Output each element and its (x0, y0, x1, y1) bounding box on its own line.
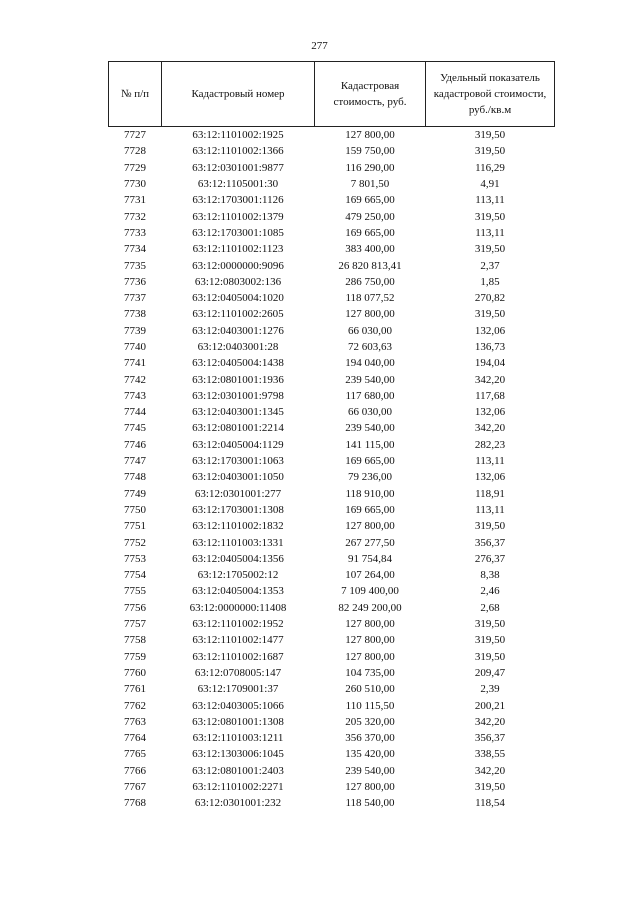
cadastral-number: 63:12:1101003:1331 (192, 536, 284, 549)
cadastral-number: 63:12:0403001:1345 (192, 406, 284, 419)
cadastral-number: 63:12:1703001:1063 (192, 455, 284, 468)
specific-index: 342,20 (474, 764, 506, 777)
table-row (109, 469, 555, 485)
table-row (109, 160, 555, 176)
specific-index: 200,21 (474, 699, 506, 712)
table-row (109, 681, 555, 697)
cadastral-number: 63:12:0403001:28 (197, 341, 279, 353)
table-row (109, 388, 555, 404)
row-number: 7755 (124, 585, 146, 598)
table-row (109, 192, 555, 208)
row-number: 7759 (124, 650, 146, 663)
table-row (109, 730, 555, 746)
cadastral-number: 63:12:0405004:1438 (192, 357, 284, 370)
cadastral-number: 63:12:0301001:9798 (192, 389, 284, 402)
column-header-cadastral-value: Кадастровая стоимость, руб. (315, 62, 426, 127)
row-number: 7742 (124, 373, 146, 386)
table-row (109, 290, 555, 306)
table-row (109, 714, 555, 730)
cadastral-number: 63:12:0803002:136 (194, 275, 282, 288)
cadastral-value: 79 236,00 (348, 471, 392, 484)
table-row (109, 274, 555, 290)
specific-index: 1,85 (480, 275, 500, 288)
specific-index: 132,06 (474, 406, 506, 419)
cadastral-value: 356 370,00 (345, 732, 395, 745)
cadastral-number: 63:12:0000000:11408 (189, 601, 287, 614)
table-row (109, 306, 555, 322)
cadastral-value: 127 800,00 (345, 308, 395, 321)
specific-index: 356,37 (474, 536, 506, 549)
row-number: 7728 (124, 145, 146, 158)
specific-index: 319,50 (474, 210, 506, 223)
cadastral-number: 63:12:1101003:1211 (192, 732, 284, 745)
table-row (109, 208, 555, 224)
cadastral-number: 63:12:1705002:12 (197, 569, 279, 582)
row-number: 7768 (124, 797, 146, 810)
row-number: 7733 (124, 226, 146, 239)
cadastral-value: 118 540,00 (345, 797, 395, 810)
cadastral-value: 72 603,63 (348, 341, 392, 353)
specific-index: 132,06 (474, 324, 506, 337)
row-number: 7735 (124, 259, 146, 272)
specific-index: 2,68 (480, 601, 500, 614)
table-row (109, 143, 555, 159)
table-row (109, 241, 555, 257)
cadastral-value: 127 800,00 (345, 781, 395, 794)
table-row (109, 355, 555, 371)
cadastral-value: 141 115,00 (345, 438, 395, 451)
specific-index: 132,06 (474, 471, 506, 484)
specific-index: 116,29 (475, 161, 505, 174)
table-header (109, 62, 555, 127)
specific-index: 2,39 (480, 683, 500, 696)
row-number: 7752 (124, 536, 146, 549)
specific-index: 319,50 (474, 634, 506, 647)
row-number: 7760 (124, 666, 146, 679)
cadastral-number: 63:12:0000000:9096 (192, 259, 284, 272)
table-row (109, 323, 555, 339)
table-row (109, 502, 555, 518)
cadastral-number: 63:12:0801001:1936 (192, 373, 284, 386)
specific-index: 113,11 (475, 194, 505, 207)
specific-index: 209,47 (474, 666, 506, 679)
table-row (109, 404, 555, 420)
specific-index: 117,68 (475, 389, 505, 402)
table-row (109, 583, 555, 599)
cadastral-number: 63:12:1101002:1925 (192, 129, 284, 142)
cadastral-value: 127 800,00 (345, 650, 395, 663)
row-number: 7738 (124, 308, 146, 321)
row-number: 7740 (124, 341, 146, 353)
cadastral-value: 118 077,52 (345, 292, 395, 305)
cadastral-number: 63:12:1101002:2605 (192, 308, 284, 321)
specific-index: 113,11 (475, 226, 505, 239)
cadastral-value: 479 250,00 (345, 210, 395, 223)
row-number: 7737 (124, 292, 146, 305)
table-body (109, 127, 555, 812)
table-row (109, 600, 555, 616)
row-number: 7766 (124, 764, 146, 777)
cadastral-value: 169 665,00 (345, 194, 395, 207)
cadastral-value: 127 800,00 (345, 129, 395, 142)
cadastral-number: 63:12:1703001:1085 (192, 226, 284, 239)
specific-index: 276,37 (474, 552, 506, 565)
row-number: 7756 (124, 601, 146, 614)
row-number: 7736 (124, 275, 146, 288)
row-number: 7754 (124, 569, 146, 582)
table-row (109, 176, 555, 192)
specific-index: 319,50 (474, 781, 506, 794)
specific-index: 282,23 (474, 438, 506, 451)
cadastral-number: 63:12:0403005:1066 (192, 699, 284, 712)
cadastral-value: 260 510,00 (345, 683, 395, 696)
row-number: 7729 (124, 161, 146, 174)
specific-index: 8,38 (480, 569, 500, 582)
table-row (109, 534, 555, 550)
table-row (109, 453, 555, 469)
cadastral-number: 63:12:1703001:1126 (192, 194, 284, 207)
cadastral-value: 66 030,00 (348, 406, 392, 419)
cadastral-number: 63:12:0301001:232 (194, 797, 282, 810)
table-row (109, 616, 555, 632)
specific-index: 342,20 (474, 422, 506, 435)
row-number: 7747 (124, 455, 146, 468)
cadastral-value: 205 320,00 (345, 715, 395, 728)
cadastral-value: 82 249 200,00 (338, 601, 402, 614)
table-row (109, 518, 555, 534)
table-row (109, 649, 555, 665)
table-row (109, 763, 555, 779)
cadastral-value: 7 109 400,00 (341, 585, 399, 598)
cadastral-number: 63:12:0708005:147 (194, 666, 282, 679)
table-row (109, 746, 555, 762)
specific-index: 2,37 (480, 259, 500, 272)
specific-index: 319,50 (474, 308, 506, 321)
specific-index: 118,91 (475, 487, 505, 500)
cadastral-value: 117 680,00 (345, 389, 395, 402)
specific-index: 338,55 (474, 748, 506, 761)
row-number: 7732 (124, 210, 146, 223)
row-number: 7743 (124, 389, 146, 402)
cadastral-number: 63:12:1101002:1123 (192, 243, 284, 256)
cadastral-number: 63:12:1105001:30 (197, 178, 279, 191)
row-number: 7757 (124, 618, 146, 631)
cadastral-number: 63:12:0405004:1353 (192, 585, 284, 598)
cadastral-value: 104 735,00 (345, 666, 395, 679)
table-row (109, 127, 555, 144)
row-number: 7731 (124, 194, 146, 207)
cadastral-number: 63:12:0403001:1050 (192, 471, 284, 484)
page-number: 277 (311, 40, 328, 52)
specific-index: 118,54 (475, 797, 505, 810)
cadastral-value: 169 665,00 (345, 226, 395, 239)
cadastral-value: 66 030,00 (348, 324, 392, 337)
cadastral-value: 194 040,00 (345, 357, 395, 370)
cadastral-number: 63:12:0301001:9877 (192, 161, 284, 174)
cadastral-value: 286 750,00 (345, 275, 395, 288)
cadastral-value: 239 540,00 (345, 764, 395, 777)
specific-index: 136,73 (474, 341, 506, 353)
specific-index: 319,50 (474, 618, 506, 631)
cadastral-number: 63:12:1101002:1366 (192, 145, 284, 158)
table-row (109, 257, 555, 273)
row-number: 7764 (124, 732, 146, 745)
column-header-num: № п/п (109, 62, 162, 127)
row-number: 7727 (124, 129, 146, 142)
cadastral-value: 169 665,00 (345, 503, 395, 516)
cadastral-number: 63:12:1101002:1477 (192, 634, 284, 647)
table-row (109, 339, 555, 355)
specific-index: 342,20 (474, 373, 506, 386)
row-number: 7739 (124, 324, 146, 337)
cadastral-number: 63:12:1709001:37 (197, 683, 279, 696)
cadastral-value: 116 290,00 (345, 161, 395, 174)
cadastral-number: 63:12:1703001:1308 (192, 503, 284, 516)
cadastral-number: 63:12:1303006:1045 (192, 748, 284, 761)
cadastral-number: 63:12:0405004:1020 (192, 292, 284, 305)
cadastral-number: 63:12:0801001:2214 (192, 422, 284, 435)
cadastral-value: 118 910,00 (345, 487, 395, 500)
cadastral-value: 383 400,00 (345, 243, 395, 256)
table-row (109, 665, 555, 681)
table-row (109, 632, 555, 648)
cadastral-value: 127 800,00 (345, 520, 395, 533)
cadastral-number: 63:12:0403001:1276 (192, 324, 284, 337)
specific-index: 319,50 (474, 243, 506, 256)
table-row (109, 420, 555, 436)
cadastral-table (108, 61, 555, 811)
cadastral-value: 169 665,00 (345, 455, 395, 468)
cadastral-number: 63:12:1101002:1832 (192, 520, 284, 533)
specific-index: 2,46 (480, 585, 500, 598)
cadastral-number: 63:12:1101002:1687 (192, 650, 284, 663)
table-row (109, 437, 555, 453)
specific-index: 270,82 (474, 292, 506, 305)
specific-index: 4,91 (480, 178, 500, 191)
table-row (109, 551, 555, 567)
table-row (109, 779, 555, 795)
specific-index: 319,50 (474, 520, 506, 533)
cadastral-number: 63:12:0405004:1129 (192, 438, 284, 451)
cadastral-value: 91 754,84 (348, 552, 392, 565)
cadastral-value: 7 801,50 (350, 178, 390, 191)
specific-index: 356,37 (474, 732, 506, 745)
row-number: 7763 (124, 715, 146, 728)
specific-index: 319,50 (474, 129, 506, 142)
cadastral-value: 159 750,00 (345, 145, 395, 158)
row-number: 7750 (124, 503, 146, 516)
row-number: 7749 (124, 487, 146, 500)
table-row (109, 567, 555, 583)
column-header-specific-index: Удельный показатель кадастровой стоимости, руб./кв.м (426, 62, 555, 127)
specific-index: 194,04 (474, 357, 506, 370)
cadastral-value: 110 115,50 (345, 699, 395, 712)
column-header-cadastral-number: Кадастровый номер (162, 62, 315, 127)
cadastral-number: 63:12:0405004:1356 (192, 552, 284, 565)
row-number: 7758 (124, 634, 146, 647)
cadastral-number: 63:12:0801001:2403 (192, 764, 284, 777)
row-number: 7753 (124, 552, 146, 565)
specific-index: 342,20 (474, 715, 506, 728)
specific-index: 113,11 (475, 455, 505, 468)
row-number: 7767 (124, 781, 146, 794)
cadastral-value: 26 820 813,41 (338, 259, 402, 272)
cadastral-value: 239 540,00 (345, 422, 395, 435)
row-number: 7744 (124, 406, 146, 419)
row-number: 7730 (124, 178, 146, 191)
table-row (109, 371, 555, 387)
row-number: 7734 (124, 243, 146, 256)
cadastral-number: 63:12:1101002:2271 (192, 781, 284, 794)
row-number: 7748 (124, 471, 146, 484)
cadastral-number: 63:12:1101002:1379 (192, 210, 284, 223)
row-number: 7746 (124, 438, 146, 451)
cadastral-value: 107 264,00 (345, 569, 395, 582)
specific-index: 319,50 (474, 145, 506, 158)
cadastral-value: 135 420,00 (345, 748, 395, 761)
cadastral-value: 127 800,00 (345, 618, 395, 631)
table-row (109, 486, 555, 502)
row-number: 7745 (124, 422, 146, 435)
row-number: 7765 (124, 748, 146, 761)
table-row (109, 795, 555, 811)
cadastral-number: 63:12:0301001:277 (194, 487, 282, 500)
specific-index: 319,50 (474, 650, 506, 663)
row-number: 7751 (124, 520, 146, 533)
table-row (109, 225, 555, 241)
row-number: 7761 (124, 683, 146, 696)
row-number: 7741 (124, 357, 146, 370)
cadastral-value: 239 540,00 (345, 373, 395, 386)
cadastral-value: 127 800,00 (345, 634, 395, 647)
specific-index: 113,11 (475, 503, 505, 516)
row-number: 7762 (124, 699, 146, 712)
cadastral-number: 63:12:0801001:1308 (192, 715, 284, 728)
table-row (109, 697, 555, 713)
cadastral-number: 63:12:1101002:1952 (192, 618, 284, 631)
cadastral-value: 267 277,50 (345, 536, 395, 549)
